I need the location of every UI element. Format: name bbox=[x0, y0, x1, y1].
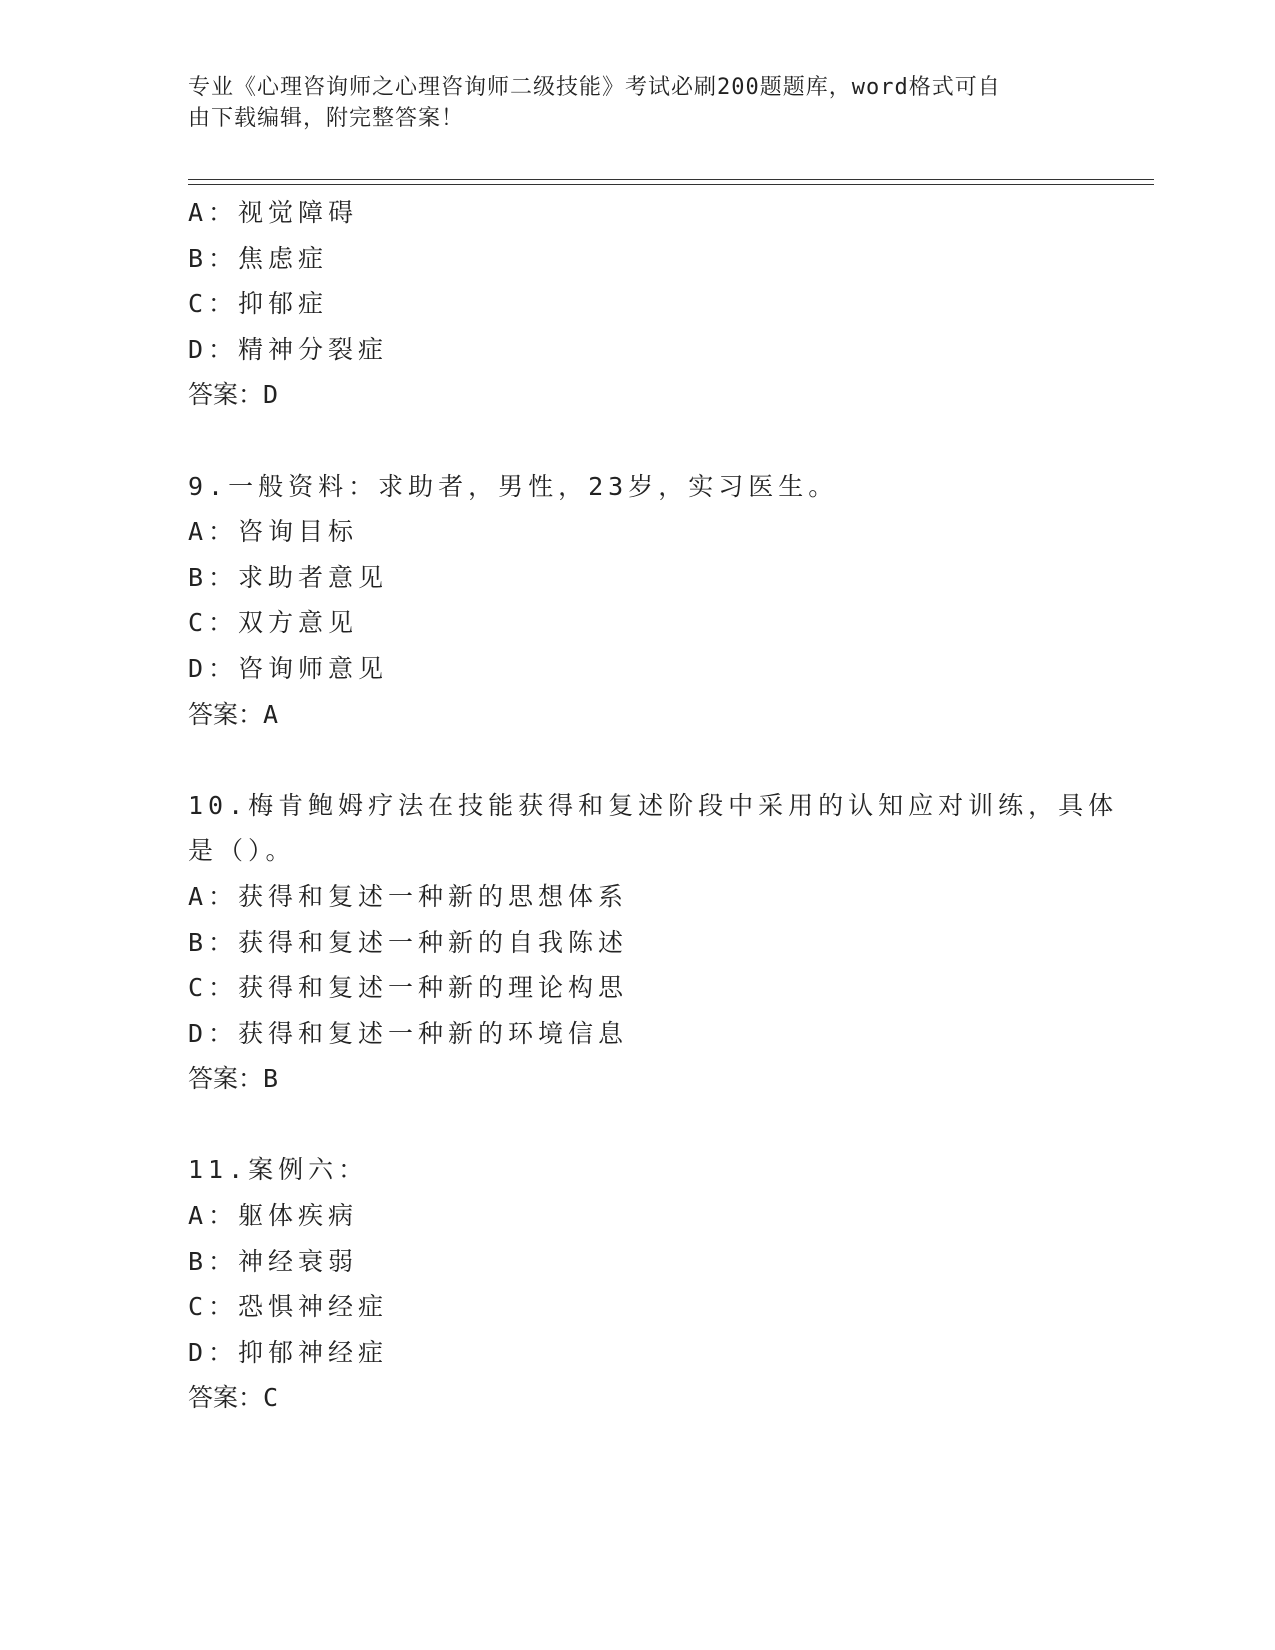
option-b: B：获得和复述一种新的自我陈述 bbox=[188, 927, 629, 957]
document-header bbox=[188, 72, 1088, 134]
question-stem: 11.案例六： bbox=[188, 1155, 369, 1185]
answer-label: 答案： bbox=[188, 699, 264, 729]
option-a: A：获得和复述一种新的思想体系 bbox=[188, 881, 629, 911]
question-stem: 10.梅肯鲍姆疗法在技能获得和复述阶段中采用的认知应对训练，具体 bbox=[188, 790, 1119, 820]
option-b: B：求助者意见 bbox=[188, 562, 389, 592]
option-a: A：咨询目标 bbox=[188, 517, 359, 547]
option-b: B：焦虑症 bbox=[188, 243, 329, 273]
spacer bbox=[188, 737, 1088, 783]
answer-label: 答案： bbox=[188, 1064, 264, 1094]
option-c: C：双方意见 bbox=[188, 608, 359, 638]
answer-value: C bbox=[263, 1383, 279, 1413]
option-c: C：抑郁症 bbox=[188, 289, 329, 319]
answer-line bbox=[188, 692, 1088, 738]
question-list bbox=[188, 190, 1119, 1421]
answer-line bbox=[188, 372, 1088, 418]
question-block bbox=[188, 783, 1119, 1102]
header-divider-top bbox=[188, 179, 1154, 180]
question-block bbox=[188, 464, 1088, 738]
header-divider-bottom bbox=[188, 184, 1154, 185]
answer-line bbox=[188, 1056, 1088, 1102]
option-b: B：神经衰弱 bbox=[188, 1246, 359, 1276]
spacer bbox=[188, 418, 1088, 464]
answer-label: 答案： bbox=[188, 1383, 264, 1413]
answer-line bbox=[188, 1375, 1088, 1421]
answer-value: D bbox=[263, 380, 279, 410]
option-c: C：获得和复述一种新的理论构思 bbox=[188, 973, 629, 1003]
header-line-2: 由下载编辑，附完整答案！ bbox=[188, 106, 465, 131]
answer-value: A bbox=[263, 699, 279, 729]
option-d: D：抑郁神经症 bbox=[188, 1337, 389, 1367]
option-a: A：视觉障碍 bbox=[188, 198, 359, 227]
answer-value: B bbox=[263, 1064, 279, 1094]
question-block bbox=[188, 1147, 1088, 1421]
header-line-1: 专业《心理咨询师之心理咨询师二级技能》考试必刷200题题库，word格式可自 bbox=[188, 75, 1001, 100]
question-stem-continued: 是（）。 bbox=[188, 836, 296, 866]
option-d: D：咨询师意见 bbox=[188, 653, 389, 683]
option-a: A：躯体疾病 bbox=[188, 1201, 359, 1231]
question-block bbox=[188, 190, 1088, 418]
question-stem: 9.一般资料：求助者，男性，23岁，实习医生。 bbox=[188, 471, 839, 501]
option-d: D：精神分裂症 bbox=[188, 334, 389, 364]
spacer bbox=[188, 1102, 1088, 1148]
answer-label: 答案： bbox=[188, 380, 264, 410]
option-d: D：获得和复述一种新的环境信息 bbox=[188, 1018, 629, 1048]
option-c: C：恐惧神经症 bbox=[188, 1292, 389, 1322]
